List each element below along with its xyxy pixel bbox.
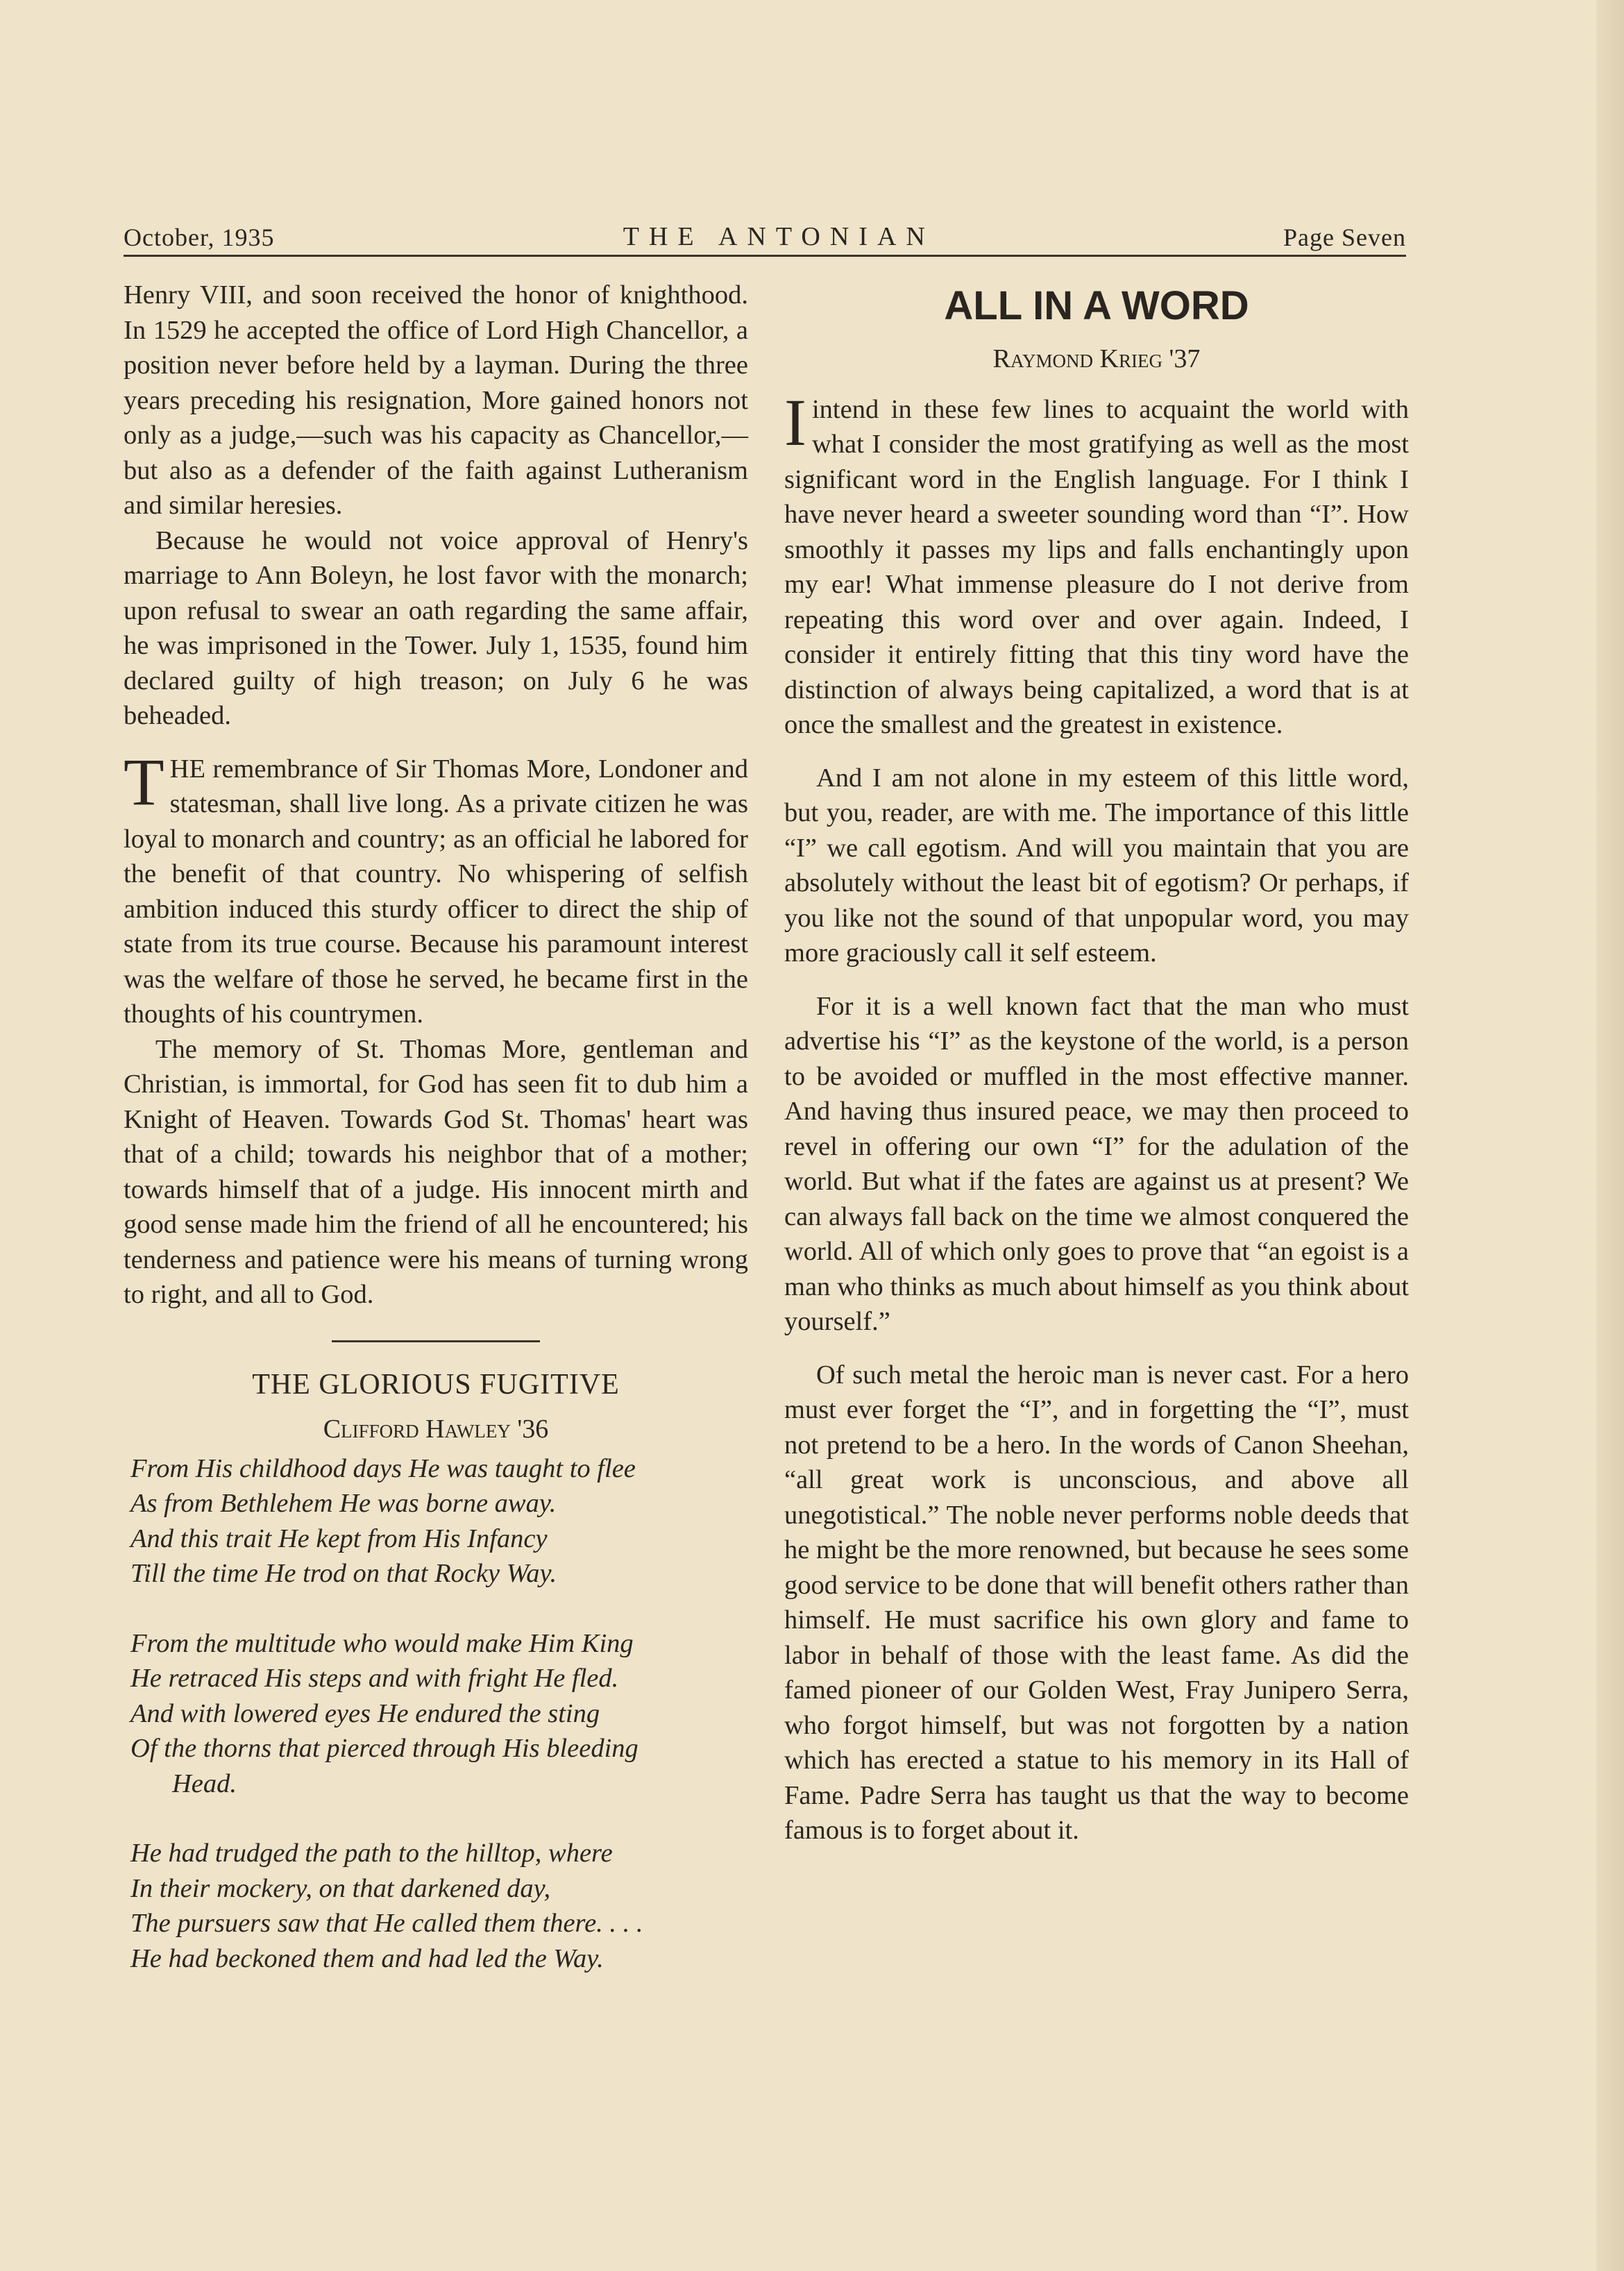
publication-name: THE ANTONIAN [623, 222, 935, 251]
more-paragraph-2: Because he would not voice approval of Henry's marriage to Ann Boleyn, he lost favor with the monarch; upon refusal to swear an oath regarding the same affair, he was imprisoned in the Tower. July 1, 1535, found him declared guilty of high treason; on July 6 he was beheaded. [124, 525, 748, 730]
article-paragraph-1-text: intend in these few lines to acquaint the world with what I consider the most gratifying as well as the most significant word in the English language. For I think I have never heard a sweeter sounding word than “I”. How smoothly it passes my lips and falls enchantingly upon my ear! What immense pleasure do I not derive from repeating this word over and over again. Indeed, I consider it entirely fitting that this tiny word have the distinction of always being capitalized, a word that is at once the smallest and the greatest in existence. [784, 394, 1409, 739]
issue-date: October, 1935 [124, 223, 275, 251]
section-divider [332, 1340, 540, 1342]
article-author: Raymond Krieg '37 [992, 344, 1201, 373]
poem-line: And this trait He kept from His Infancy [130, 1523, 548, 1553]
drop-cap: I [784, 385, 806, 459]
poem-line: In their mockery, on that darkened day, [130, 1873, 551, 1903]
more-paragraph-3-text: HE remembrance of Sir Thomas More, Londoner and statesman, shall live long. As a private citizen he was loyal to monarch and country; as an official he labored for the benefit of that country. No whispering of selfish ambition induced this sturdy officer to direct the ship of state from its true course. Because his paramount interest was the welfare of those he served, he became first in the thoughts of his countrymen. [124, 754, 748, 1029]
more-paragraph-1: Henry VIII, and soon received the honor of knighthood. In 1529 he accepted the office of Lord High Chancellor, a position never before held by a layman. During the three years preceding his resignation, More gained honors not only as a judge,—such was his capacity as Chancellor,—but also as a defender of the faith against Lutheranism and similar heresies. [124, 280, 748, 520]
poem-line: He retraced His steps and with fright He fled. [130, 1664, 619, 1693]
poem-line: Till the time He trod on that Rocky Way. [130, 1559, 557, 1588]
poem-stanza [130, 1836, 748, 1976]
page-number: Page Seven [1283, 223, 1406, 251]
article-paragraph-3: For it is a well known fact that the man who must advertise his “I” as the keystone of the world, is a person to be avoided or muffled in the most effective manner. And having thus insured peace, we may then proceed to revel in offering our own “I” for the adulation of the world. But what if the fates are against us at present? We can always fall back on the time we almost conquered the world. All of which only goes to prove that “an egoist is a man who thinks as much about himself as you think about yourself.” [784, 991, 1409, 1336]
poem-stanza [130, 1626, 748, 1802]
more-paragraph-4: The memory of St. Thomas More, gentleman and Christian, is immortal, for God has seen fit to dub him a Knight of Heaven. Towards God St. Thomas' heart was that of a child; towards his neighbor that of a mother; towards himself that of a judge. His innocent mirth and good sense made him the friend of all he encountered; his tenderness and patience were his means of turning wrong to right, and all to God. [124, 1034, 748, 1309]
right-column [784, 278, 1409, 1848]
more-paragraph-3 [124, 744, 748, 1032]
article-paragraph-4: Of such metal the heroic man is never cast. For a hero must ever forget the “I”, and in forgetting the “I”, must not pretend to be a hero. In the words of Canon Sheehan, “all great work is unconscious, and above all unegotistical.” The noble never performs noble deeds that he might be the more renowned, but because he sees some good service to be done that will benefit others rather than himself. He must sacrifice his own glory and fame to labor in behalf of those with the least fame. As did the famed pioneer of our Golden West, Fray Junipero Serra, who forgot himself, but was not forgotten by a nation which has erected a statue to his memory in its Hall of Fame. Padre Serra has taught us that the way to become famous is to forget about it. [784, 1360, 1409, 1845]
poem-title: THE GLORIOUS FUGITIVE [252, 1368, 620, 1401]
poem-line: The pursuers saw that He called them there. . . . [130, 1909, 643, 1938]
article-paragraph-2: And I am not alone in my esteem of this little word, but you, reader, are with me. The importance of this little “I” we call egotism. And will you maintain that you are absolutely without the least bit of egotism? Or perhaps, if you like not the sound of that unpopular word, you may more graciously call it self esteem. [784, 763, 1409, 968]
poem [124, 1451, 748, 1977]
article-title: ALL IN A WORD [944, 283, 1249, 328]
left-column [124, 278, 748, 2011]
drop-cap: T [124, 744, 164, 819]
poem-line: From the multitude who would make Him King [130, 1628, 634, 1658]
poem-line: Of the thorns that pierced through His bleeding [130, 1734, 638, 1763]
poem-line: As from Bethlehem He was borne away. [130, 1489, 557, 1518]
page-edge [1596, 0, 1624, 2271]
page-header [124, 221, 1406, 257]
poem-author: Clifford Hawley '36 [323, 1415, 549, 1444]
poem-line: He had trudged the path to the hilltop, where [130, 1839, 613, 1868]
poem-line: He had beckoned them and had led the Way. [130, 1943, 604, 1973]
poem-line: Head. [172, 1768, 237, 1798]
poem-stanza [130, 1451, 748, 1592]
article-paragraph-1 [784, 385, 1409, 743]
poem-line: And with lowered eyes He endured the sting [130, 1698, 600, 1728]
poem-line: From His childhood days He was taught to flee [130, 1453, 636, 1483]
